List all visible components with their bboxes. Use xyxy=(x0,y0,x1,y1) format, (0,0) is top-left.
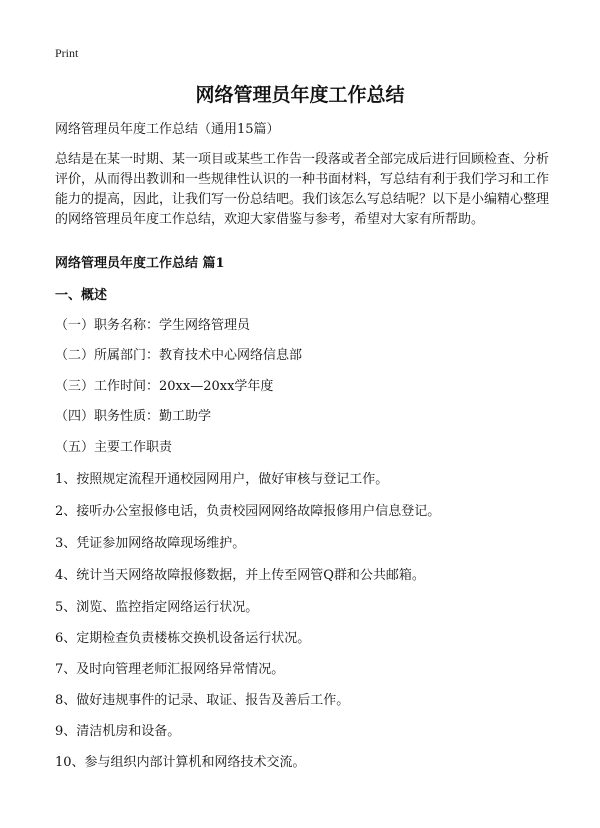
part-heading: 网络管理员年度工作总结 篇1 xyxy=(55,256,225,271)
duty-item: 3、凭证参加网络故障现场维护。 xyxy=(55,536,246,551)
duty-item: 2、接听办公室报修电话，负责校园网网络故障报修用户信息登记。 xyxy=(55,504,441,519)
intro-paragraph: 总结是在某一时期、某一项目或某些工作告一段落或者全部完成后进行回顾检查、分析评价，从而得出教训和一些规律性认识的一种书面材料，写总结有利于我们学习和工作能力的提高，因此，让我们写一份总结吧。我们该怎么写总结呢？以下是小编精心整理的网络管理员年度工作总结，欢迎大家借鉴与参考，希望对大家有所帮助。 xyxy=(55,152,550,227)
duty-item: 5、浏览、监控指定网络运行状况。 xyxy=(55,600,259,615)
duty-item: 4、统计当天网络故障报修数据，并上传至网管Q群和公共邮箱。 xyxy=(55,568,425,583)
duty-item: 6、定期检查负责楼栋交换机设备运行状况。 xyxy=(55,631,311,646)
overview-heading: 一、概述 xyxy=(55,288,108,303)
document-title: 网络管理员年度工作总结 xyxy=(195,84,405,106)
duty-item: 10、参与组织内部计算机和网络技术交流。 xyxy=(55,755,306,770)
duty-item: 9、清洁机房和设备。 xyxy=(55,724,181,739)
overview-item-work-period: （三）工作时间：20xx—20xx学年度 xyxy=(55,379,274,394)
overview-item-job-nature: （四）职务性质：勤工助学 xyxy=(55,409,212,424)
duty-item: 1、按照规定流程开通校园网用户，做好审核与登记工作。 xyxy=(55,472,389,487)
overview-item-job-title: （一）职务名称：学生网络管理员 xyxy=(55,318,251,333)
overview-item-main-duties: （五）主要工作职责 xyxy=(55,440,173,455)
duty-item: 7、及时向管理老师汇报网络异常情况。 xyxy=(55,662,285,677)
document-subtitle: 网络管理员年度工作总结（通用15篇） xyxy=(55,122,280,137)
print-label: Print xyxy=(55,46,79,60)
overview-item-department: （二）所属部门：教育技术中心网络信息部 xyxy=(55,348,303,363)
duty-item: 8、做好违规事件的记录、取证、报告及善后工作。 xyxy=(55,693,350,708)
